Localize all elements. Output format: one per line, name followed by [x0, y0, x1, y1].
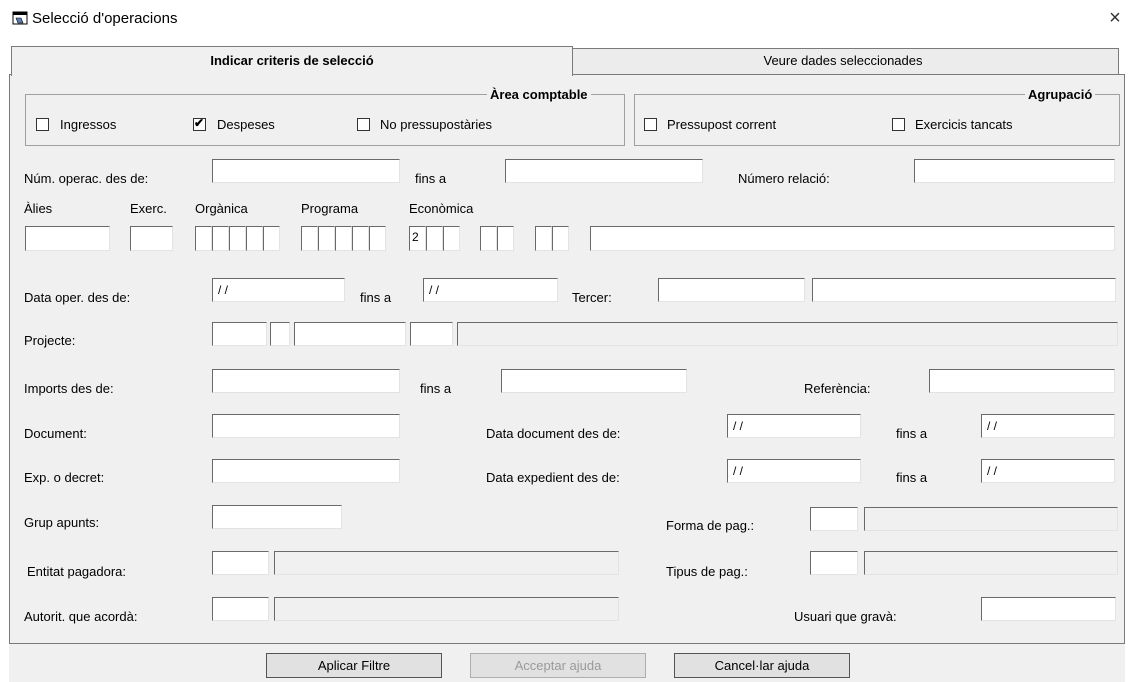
forma-pag-description-field — [864, 507, 1118, 531]
data-expedient-from-input[interactable] — [727, 459, 861, 483]
entitat-pagadora-code-input[interactable] — [212, 551, 269, 575]
referencia-input[interactable] — [929, 369, 1115, 393]
tipus-pag-description-field — [864, 551, 1118, 575]
window-app-icon — [12, 11, 28, 25]
economica-seg-5[interactable] — [497, 226, 514, 251]
aplicar-filtre-button[interactable]: Aplicar Filtre — [266, 653, 442, 678]
autorit-label: Autorit. que acordà: — [24, 609, 138, 624]
exerc-label: Exerc. — [130, 201, 167, 216]
data-oper-to-value: / / — [429, 283, 440, 297]
close-icon[interactable]: × — [1109, 7, 1121, 29]
area-comptable-title: Àrea comptable — [487, 87, 591, 102]
data-expedient-from-value: / / — [733, 464, 744, 478]
economica-seg-7[interactable] — [552, 226, 569, 251]
data-document-fins-label: fins a — [896, 426, 928, 441]
exp-decret-label: Exp. o decret: — [24, 470, 105, 485]
usuari-grava-input[interactable] — [981, 597, 1116, 621]
data-oper-from-value: / / — [218, 283, 229, 297]
economica-seg-4[interactable] — [480, 226, 497, 251]
economica-label: Econòmica — [409, 201, 474, 216]
forma-pag-code-input[interactable] — [810, 507, 858, 531]
tab-indicar-criteris-label: Indicar criteris de selecció — [210, 53, 374, 68]
tab-indicar-criteris[interactable] — [11, 46, 573, 76]
exercicis-tancats-checkbox[interactable] — [892, 118, 905, 131]
data-document-to-value: / / — [987, 419, 998, 433]
num-operac-to-input[interactable] — [505, 159, 703, 183]
usuari-grava-label: Usuari que gravà: — [794, 609, 897, 624]
economica-seg-1[interactable] — [409, 226, 426, 251]
tercer-code-input[interactable] — [658, 278, 805, 302]
organica-seg-1[interactable] — [195, 226, 212, 251]
data-document-from-input[interactable] — [727, 414, 861, 438]
imports-label: Imports des de: — [24, 381, 114, 396]
ingressos-checkbox[interactable] — [36, 118, 49, 131]
tipus-pag-code-input[interactable] — [810, 551, 858, 575]
document-label: Document: — [24, 426, 87, 441]
organica-seg-3[interactable] — [229, 226, 246, 251]
exp-decret-input[interactable] — [212, 459, 400, 483]
imports-to-input[interactable] — [501, 369, 687, 393]
organica-seg-2[interactable] — [212, 226, 229, 251]
title-bar — [0, 0, 1128, 38]
organica-seg-5[interactable] — [263, 226, 280, 251]
agrupacio-title: Agrupació — [1025, 87, 1095, 102]
num-operac-from-input[interactable] — [212, 159, 400, 183]
num-operac-fins-label: fins a — [415, 171, 447, 186]
numero-relacio-label: Número relació: — [738, 171, 830, 186]
entitat-pagadora-label: Entitat pagadora: — [27, 564, 127, 579]
projecte-seg-4[interactable] — [410, 322, 453, 346]
data-document-to-input[interactable] — [981, 414, 1115, 438]
pressupost-corrent-label: Pressupost corrent — [667, 117, 777, 132]
tercer-label: Tercer: — [572, 290, 612, 305]
exerc-input[interactable] — [130, 226, 173, 251]
imports-fins-label: fins a — [420, 381, 452, 396]
data-oper-label: Data oper. des de: — [24, 290, 131, 305]
autorit-code-input[interactable] — [212, 597, 269, 621]
numero-relacio-input[interactable] — [914, 159, 1115, 183]
programa-label: Programa — [301, 201, 359, 216]
tipus-pag-label: Tipus de pag.: — [666, 564, 748, 579]
data-oper-to-input[interactable] — [423, 278, 558, 302]
data-oper-from-input[interactable] — [212, 278, 345, 302]
programa-seg-1[interactable] — [301, 226, 318, 251]
data-expedient-fins-label: fins a — [896, 470, 928, 485]
data-expedient-label: Data expedient des de: — [486, 470, 620, 485]
projecte-label: Projecte: — [24, 333, 76, 348]
economica-seg-3[interactable] — [443, 226, 460, 251]
tercer-name-input[interactable] — [812, 278, 1116, 302]
referencia-label: Referència: — [804, 381, 871, 396]
economica-description-input[interactable] — [590, 226, 1115, 251]
window-title: Selecció d'operacions — [32, 10, 178, 27]
despeses-checkbox[interactable] — [193, 118, 206, 131]
programa-seg-5[interactable] — [369, 226, 386, 251]
organica-seg-4[interactable] — [246, 226, 263, 251]
organica-label: Orgànica — [195, 201, 248, 216]
num-operac-label: Núm. operac. des de: — [24, 171, 149, 186]
no-pressupostaries-label: No pressupostàries — [380, 117, 492, 132]
ingressos-label: Ingressos — [60, 117, 117, 132]
exercicis-tancats-label: Exercicis tancats — [915, 117, 1013, 132]
data-document-from-value: / / — [733, 419, 744, 433]
grup-apunts-label: Grup apunts: — [24, 515, 100, 530]
data-expedient-to-input[interactable] — [981, 459, 1115, 483]
grup-apunts-input[interactable] — [212, 505, 342, 529]
alies-label: Àlies — [24, 201, 53, 216]
programa-seg-4[interactable] — [352, 226, 369, 251]
document-input[interactable] — [212, 414, 400, 438]
despeses-label: Despeses — [217, 117, 275, 132]
projecte-seg-2[interactable] — [270, 322, 290, 346]
tab-veure-dades[interactable] — [567, 48, 1119, 74]
pressupost-corrent-checkbox[interactable] — [644, 118, 657, 131]
alies-input[interactable] — [25, 226, 110, 251]
imports-from-input[interactable] — [212, 369, 400, 393]
no-pressupostaries-checkbox[interactable] — [357, 118, 370, 131]
projecte-description-field — [457, 322, 1118, 346]
projecte-seg-3[interactable] — [294, 322, 406, 346]
entitat-pagadora-description-field — [274, 551, 619, 575]
acceptar-ajuda-button[interactable]: Acceptar ajuda — [470, 653, 646, 678]
tab-veure-dades-label: Veure dades seleccionades — [763, 53, 923, 68]
projecte-seg-1[interactable] — [212, 322, 267, 346]
economica-seg-6[interactable] — [535, 226, 552, 251]
economica-seg-1-value: 2 — [412, 230, 419, 244]
programa-seg-3[interactable] — [335, 226, 352, 251]
economica-seg-2[interactable] — [426, 226, 443, 251]
data-expedient-to-value: / / — [987, 464, 998, 478]
data-oper-fins-label: fins a — [360, 290, 392, 305]
data-document-label: Data document des de: — [486, 426, 621, 441]
forma-pag-label: Forma de pag.: — [666, 518, 755, 533]
programa-seg-2[interactable] — [318, 226, 335, 251]
autorit-description-field — [274, 597, 619, 621]
cancel-lar-ajuda-button[interactable]: Cancel·lar ajuda — [674, 653, 850, 678]
